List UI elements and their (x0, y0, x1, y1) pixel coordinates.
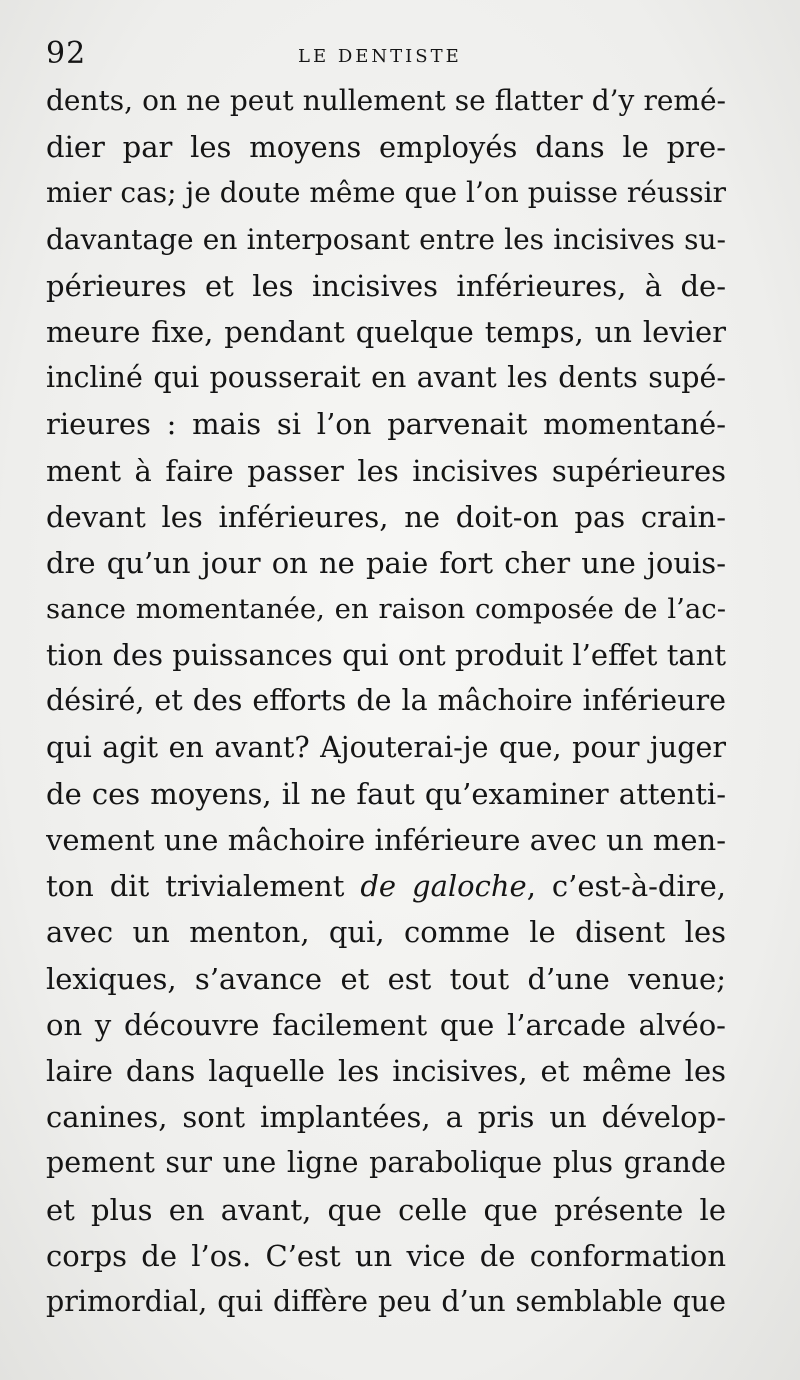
text-line: meure fixe, pendant quelque temps, un levier (46, 314, 726, 349)
text-line-with-italic (46, 863, 726, 909)
text-line: pement sur une ligne parabolique plus grande (46, 1146, 726, 1180)
text-line: dents, on ne peut nullement se flatter d’y remé- (46, 84, 726, 117)
text-run: ton dit trivialement (46, 869, 361, 904)
text-line: dier par les moyens employés dans le pre- (46, 130, 726, 165)
page-number: 92 (46, 36, 87, 71)
text-line: primordial, qui diffère peu d’un semblable que (46, 1284, 726, 1318)
text-line: vement une mâchoire inférieure avec un men- (46, 823, 726, 857)
text-line: avec un menton, qui, comme le disent les (46, 915, 726, 950)
text-line: devant les inférieures, ne doit-on pas crain- (46, 499, 726, 534)
text-line: laire dans laquelle les incisives, et même les (46, 1053, 726, 1088)
text-line: et plus en avant, que celle que présente le (46, 1192, 726, 1227)
text-line: ment à faire passer les incisives supérieures (46, 453, 726, 488)
text-line: rieures : mais si l’on parvenait momentané- (46, 407, 726, 442)
text-line: incliné qui pousserait en avant les dents supé- (46, 361, 726, 395)
text-line: sance momentanée, en raison composée de l’ac- (46, 593, 726, 626)
text-line: mier cas; je doute même que l’on puisse réussir (46, 176, 726, 210)
text-line: tion des puissances qui ont produit l’effet tant (46, 638, 726, 673)
italic-phrase: de galoche (360, 869, 527, 904)
text-line: de ces moyens, il ne faut qu’examiner attenti- (46, 776, 726, 811)
text-line: davantage en interposant entre les incisives su- (46, 222, 726, 256)
running-title: LE DENTISTE (298, 46, 462, 67)
text-line: désiré, et des efforts de la mâchoire inférieure (46, 684, 726, 718)
text-line: on y découvre facilement que l’arcade alvéo- (46, 1007, 726, 1042)
text-run: , c’est-à-dire, (526, 869, 726, 904)
text-line: lexiques, s’avance et est tout d’une venue; (46, 961, 726, 996)
text-line: dre qu’un jour on ne paie fort cher une jouis- (46, 545, 726, 580)
text-line: qui agit en avant? Ajouterai-je que, pour juger (46, 730, 726, 764)
text-line: corps de l’os. C’est un vice de conformation (46, 1238, 726, 1273)
body-text (46, 78, 726, 1325)
text-line: périeures et les incisives inférieures, à de- (46, 268, 726, 303)
running-head (46, 36, 740, 76)
text-line: canines, sont implantées, a pris un dévelop- (46, 1100, 726, 1135)
